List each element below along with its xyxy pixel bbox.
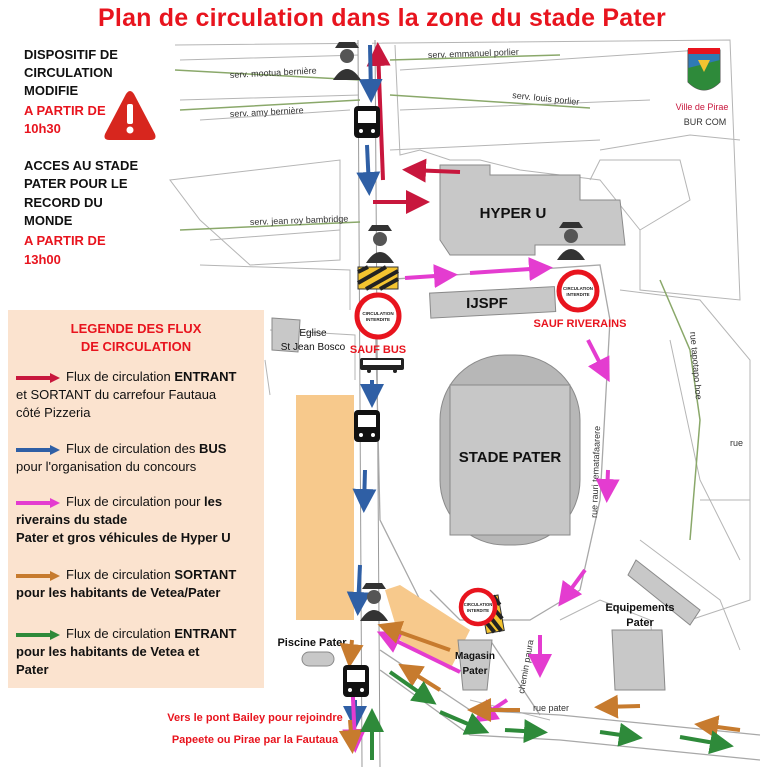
svg-text:CIRCULATION: CIRCULATION	[563, 286, 593, 291]
notice-line: DISPOSITIF DE	[24, 47, 118, 62]
no-entry-sign	[559, 272, 597, 310]
svg-text:INTERDITE: INTERDITE	[566, 292, 590, 297]
notice-line: A PARTIR DE	[24, 103, 106, 118]
piscine-building	[302, 652, 334, 666]
legend-keyword: BUS	[198, 441, 227, 456]
notice-line: 13h00	[24, 252, 61, 267]
legend-item	[16, 368, 261, 422]
legend-arrow-icon	[16, 571, 60, 581]
label-hyper: HYPER U	[479, 205, 547, 222]
legend-text: Flux de circulation	[66, 369, 175, 384]
legend-text: côté Pizzeria	[16, 405, 91, 420]
street-rue-e: rue	[730, 438, 744, 448]
notice-line: A PARTIR DE	[24, 233, 106, 248]
green-arrow	[390, 672, 430, 700]
orange-zone-left	[296, 395, 354, 620]
warning-icon	[105, 91, 156, 140]
notice-line: CIRCULATION	[24, 65, 113, 80]
street-tapotapo: rue tapotapo hoe	[688, 331, 704, 400]
legend-text: et SORTANT du carrefour Fautaua	[16, 387, 217, 402]
notice-line: ACCES AU STADE	[24, 158, 139, 173]
bottom-note-line: Papeete ou Pirae par la Fautaua	[171, 734, 339, 746]
barrier-icon	[358, 267, 398, 289]
blue-arrow	[358, 565, 360, 608]
label-piscine: Piscine Pater	[277, 637, 347, 649]
green-arrow	[600, 732, 635, 737]
svg-text:CIRCULATION: CIRCULATION	[362, 311, 394, 316]
bus-icon	[354, 410, 380, 442]
notice-line: 10h30	[24, 121, 61, 136]
notice-line: RECORD DU	[24, 195, 103, 210]
pink-arrow	[607, 470, 608, 495]
legend-keyword: les	[204, 494, 223, 509]
green-arrow	[440, 712, 482, 730]
legend-text: Pater et gros véhicules de Hyper U	[16, 530, 231, 545]
green-arrow	[680, 737, 726, 745]
page-title: Plan de circulation dans la zone du stade Pater	[98, 4, 666, 32]
pink-arrow	[470, 268, 545, 273]
label-stade: STADE PATER	[458, 449, 562, 466]
legend-text: Flux de circulation des	[66, 441, 199, 456]
legend-item	[16, 440, 261, 476]
legend-item	[16, 625, 261, 679]
blue-arrow	[364, 470, 365, 505]
label-magasin-2: Pater	[462, 666, 488, 677]
legend-item	[16, 566, 261, 602]
label-ijspf: IJSPF	[466, 295, 508, 312]
legend-keyword: SORTANT	[174, 567, 237, 582]
legend-item	[16, 493, 261, 547]
legend-text: Flux de circulation	[66, 567, 175, 582]
svg-text:INTERDITE: INTERDITE	[365, 317, 391, 322]
legend-keyword: ENTRANT	[174, 369, 237, 384]
legend-arrow-icon	[16, 630, 60, 640]
legend-text: Flux de circulation pour	[66, 494, 205, 509]
logo-bur: BUR COM	[683, 117, 727, 127]
legend-title: LEGENDE DES FLUX	[70, 321, 202, 336]
notice-line: MONDE	[24, 213, 73, 228]
notice-line: MODIFIE	[24, 83, 79, 98]
legend-title: DE CIRCULATION	[80, 339, 192, 354]
bottom-note-line: Vers le pont Bailey pour rejoindre	[167, 712, 343, 724]
green-arrow	[505, 730, 540, 732]
logo-city: Ville de Pirae	[675, 102, 729, 112]
street-paura: chemin paura	[516, 638, 536, 695]
notice-line: PATER POUR LE	[24, 176, 128, 191]
street-amy: serv. amy bernière	[229, 105, 304, 119]
no-entry-sign	[461, 590, 495, 624]
legend-arrow-icon	[16, 445, 60, 455]
legend-text: pour les habitants de Vetea/Pater	[16, 585, 221, 600]
green-flow	[372, 672, 726, 760]
pink-arrow	[588, 340, 606, 375]
label-eglise-2: St Jean Bosco	[280, 342, 346, 353]
street-mootua: serv. mootua bernière	[229, 65, 317, 80]
sauf-bus-label: SAUF BUS	[349, 344, 407, 356]
legend-arrow-icon	[16, 498, 60, 508]
legend-text: pour l'organisation du concours	[16, 459, 197, 474]
label-magasin-1: Magasin	[454, 651, 496, 662]
orange-arrow	[350, 640, 352, 660]
equipements-building	[612, 630, 665, 690]
bus-icon	[343, 665, 369, 697]
label-equip-1: Equipements	[605, 602, 675, 614]
legend-text: riverains du stade	[16, 512, 128, 527]
pink-arrow	[405, 275, 450, 278]
police-icon	[333, 42, 361, 80]
svg-text:CIRCULATION: CIRCULATION	[463, 602, 493, 607]
legend-text: Pater	[16, 662, 49, 677]
street-louis: serv. louis porlier	[511, 90, 580, 108]
orange-arrow	[602, 706, 640, 707]
blue-arrow	[370, 45, 371, 95]
legend-keyword: ENTRANT	[174, 626, 237, 641]
street-rauri: rue rauri tematafaarere	[589, 425, 603, 519]
legend-text: pour les habitants de Vetea et	[16, 644, 200, 659]
pirae-logo	[676, 48, 729, 127]
svg-text:INTERDITE: INTERDITE	[466, 608, 490, 613]
sauf-riverains-label: SAUF RIVERAINS	[533, 318, 627, 330]
legend-arrow-icon	[16, 373, 60, 383]
legend-text: Flux de circulation	[66, 626, 175, 641]
no-entry-sign	[357, 295, 399, 337]
red-arrow	[410, 170, 460, 172]
magasin-building	[458, 640, 492, 690]
blue-arrow	[367, 145, 369, 188]
street-emmanuel: serv. emmanuel porlier	[427, 46, 519, 60]
label-equip-2: Pater	[626, 617, 654, 629]
legend	[8, 310, 264, 688]
label-eglise-1: Eglise	[299, 328, 327, 339]
street-pater: rue pater	[533, 703, 570, 713]
street-jean-roy: serv. jean roy bambridge	[249, 213, 349, 227]
bus-icon	[354, 106, 380, 138]
